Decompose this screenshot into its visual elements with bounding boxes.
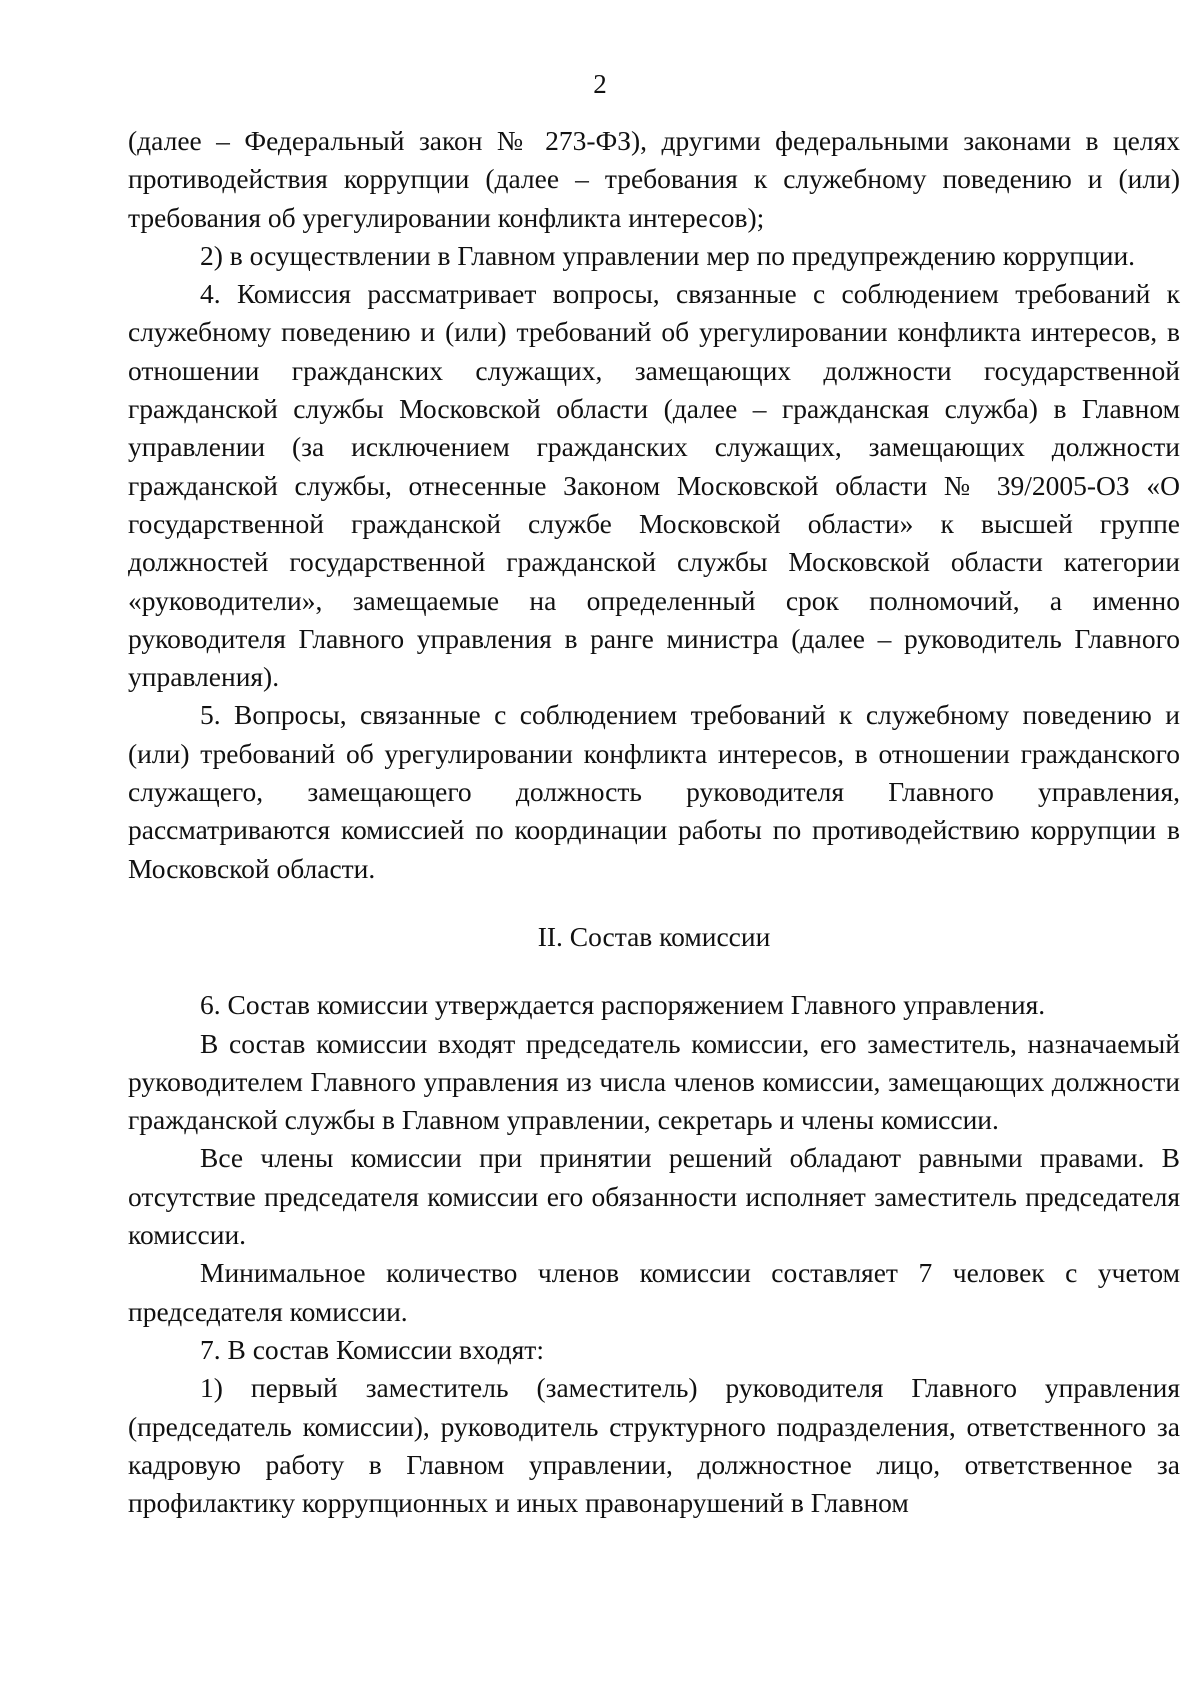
page-number: 2 — [593, 69, 607, 99]
paragraph-composition: В состав комиссии входят председатель комиссии, его заместитель, назначаемый руководителем Главного управления из числа членов комиссии, замещающих должности гражданской службы в Главном управлении, секретарь и члены комиссии. — [128, 1027, 1180, 1136]
document-body — [128, 122, 1180, 1522]
paragraph-6: 6. Состав комиссии утверждается распоряжением Главного управления. — [200, 989, 1046, 1021]
paragraph-7-item-1: 1) первый заместитель (заместитель) руководителя Главного управления (председатель комиссии), руководитель структурного подразделения, ответственного за кадровую работу в Главном управлении, должностное лицо, ответственное за профилактику коррупционных и иных правонарушений в Главном — [128, 1372, 1180, 1519]
paragraph-7: 7. В состав Комиссии входят: — [200, 1333, 544, 1365]
paragraph-5: 5. Вопросы, связанные с соблюдением требований к служебному поведению и (или) требований об урегулировании конфликта интересов, в отношении гражданского служащего, замещающего должность руководителя Главного управления, рассматриваются комиссией по координации работы по противодействию коррупции в Московской области. — [128, 699, 1180, 884]
section-title: II. Состав комиссии — [537, 920, 771, 952]
paragraph-continuation: (далее – Федеральный закон № 273-ФЗ), другими федеральными законами в целях противодействия коррупции (далее – требования к служебному поведению и (или) требования об урегулировании конфликта интересов); — [128, 125, 1180, 233]
paragraph-equal-rights: Все члены комиссии при принятии решений обладают равными правами. В отсутствие председателя комиссии его обязанности исполняет заместитель председателя комиссии. — [128, 1142, 1180, 1251]
paragraph-minimum-members: Минимальное количество членов комиссии составляет 7 человек с учетом председателя комиссии. — [128, 1257, 1180, 1327]
paragraph-4: 4. Комиссия рассматривает вопросы, связанные с соблюдением требований к служебному поведению и (или) требований об урегулировании конфликта интересов, в отношении гражданских служащих, замещающих должности государственной гражданской службы Московской области (далее – гражданская служба) в Главном управлении (за исключением гражданских служащих, замещающих должности гражданской службы, отнесенные Законом Московской области № 39/2005-ОЗ «О государственной гражданской службе Московской области» к высшей группе должностей государственной гражданской службы Московской области категории «руководители», замещаемые на определенный срок полномочий, а именно руководителя Главного управления в ранге министра (далее – руководитель Главного управления). — [128, 278, 1180, 693]
paragraph-item-2: 2) в осуществлении в Главном управлении мер по предупреждению коррупции. — [200, 239, 1136, 271]
